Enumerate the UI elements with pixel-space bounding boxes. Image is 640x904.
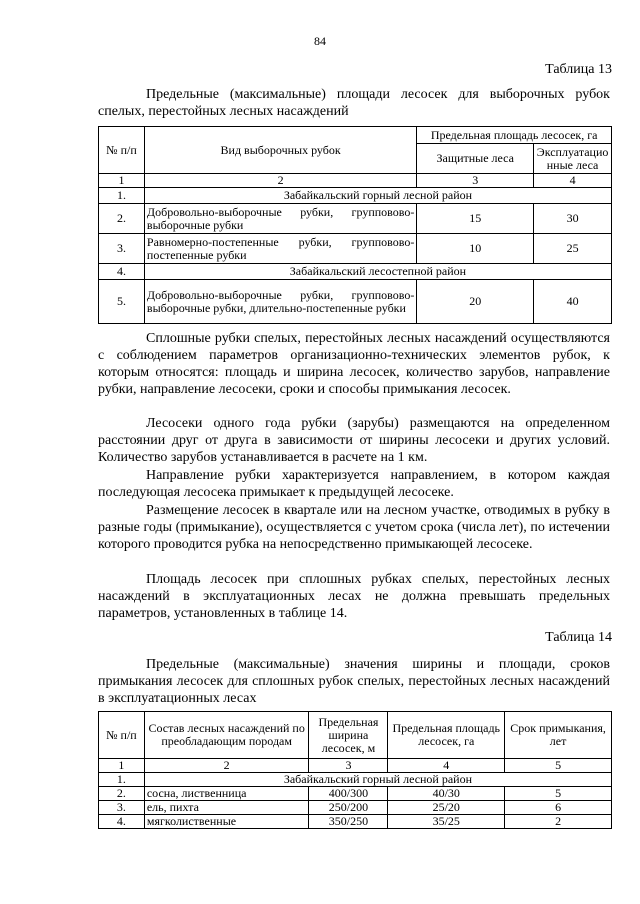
t13-row-num: 4.: [99, 264, 145, 280]
t13-row-type: Добровольно-выборочные рубки, групповово-выборочные рубки, длительно-постепенные рубки: [144, 280, 416, 324]
t13-row-protective: 10: [417, 234, 534, 264]
table14: [98, 711, 612, 829]
t13-header-num: № п/п: [99, 127, 145, 174]
t14-colnum: 1: [99, 759, 145, 773]
t13-row-protective: 20: [417, 280, 534, 324]
t13-header-group: Предельная площадь лесосек, га: [417, 127, 612, 144]
body-paragraph: Сплошные рубки спелых, перестойных лесных насаждений осуществляются с соблюдением параметров организационно-технических элементов рубок, к которым относятся: площадь и ширина лесосек, количество зарубов, направление рубки, направление лесосеки, сроки и способы примыкания лесосек.: [98, 331, 610, 397]
t13-colnum: 3: [417, 174, 534, 188]
table13: [98, 126, 612, 324]
t14-header-width: Предельная ширина лесосек, м: [309, 712, 388, 759]
table-row: [99, 188, 612, 204]
t13-row-exploitation: 30: [534, 204, 612, 234]
t13-colnum: 4: [534, 174, 612, 188]
t13-colnum: 1: [99, 174, 145, 188]
t14-row-term: 2: [505, 815, 612, 829]
t13-row-num: 3.: [99, 234, 145, 264]
table-row: [99, 204, 612, 234]
t14-header-area: Предельная площадь лесосек, га: [388, 712, 505, 759]
table-row: [99, 234, 612, 264]
t14-row-num: 2.: [99, 787, 145, 801]
t14-row-width: 400/300: [309, 787, 388, 801]
t13-row-exploitation: 40: [534, 280, 612, 324]
t14-row-term: 5: [505, 787, 612, 801]
body-paragraph: Размещение лесосек в квартале или на лесном участке, отводимых в рубку в разные годы (примыкание), осуществляется с учетом срока (числа лет), по истечении которого проводится рубка на непосредственно примыкающей лесосеке.: [98, 503, 610, 552]
table-row: [99, 815, 612, 829]
t14-row-composition: сосна, лиственница: [144, 787, 309, 801]
t14-row-area: 40/30: [388, 787, 505, 801]
t14-colnum: 5: [505, 759, 612, 773]
t14-row-term: 6: [505, 801, 612, 815]
t14-header-num: № п/п: [99, 712, 145, 759]
page-number: 84: [314, 34, 326, 48]
table-row: [99, 264, 612, 280]
t13-header-protective: Защитные леса: [417, 144, 534, 174]
t14-row-width: 250/200: [309, 801, 388, 815]
t13-section-title: Забайкальский лесостепной район: [144, 264, 611, 280]
t14-row-num: 4.: [99, 815, 145, 829]
t13-header-type: Вид выборочных рубок: [144, 127, 416, 174]
t14-row-width: 350/250: [309, 815, 388, 829]
t14-header-composition: Состав лесных насаждений по преобладающим породам: [144, 712, 309, 759]
t14-colnum: 2: [144, 759, 309, 773]
table13-caption: Предельные (максимальные) площади лесосек для выборочных рубок спелых, перестойных лесных насаждений: [98, 87, 610, 119]
t13-row-num: 1.: [99, 188, 145, 204]
t13-row-num: 2.: [99, 204, 145, 234]
t13-row-num: 5.: [99, 280, 145, 324]
table14-caption: Предельные (максимальные) значения ширины и площади, сроков примыкания лесосек для сплошных рубок спелых, перестойных лесных насаждений в эксплуатационных лесах: [98, 657, 610, 706]
t14-section-title: Забайкальский горный лесной район: [144, 773, 611, 787]
t14-row-area: 35/25: [388, 815, 505, 829]
t13-row-exploitation: 25: [534, 234, 612, 264]
t13-row-protective: 15: [417, 204, 534, 234]
body-paragraph: Направление рубки характеризуется направлением, в котором каждая последующая лесосека примыкает к предыдущей лесосеке.: [98, 468, 610, 500]
t13-row-type: Равномерно-постепенные рубки, групповово-постепенные рубки: [144, 234, 416, 264]
t14-colnum: 3: [309, 759, 388, 773]
t14-row-composition: мягколиственные: [144, 815, 309, 829]
body-paragraph: Площадь лесосек при сплошных рубках спелых, перестойных лесных насаждений в эксплуатационных лесах не должна превышать предельных параметров, установленных в таблице 14.: [98, 572, 610, 621]
table-row: [99, 787, 612, 801]
t14-row-composition: ель, пихта: [144, 801, 309, 815]
table-row: [99, 801, 612, 815]
t13-section-title: Забайкальский горный лесной район: [144, 188, 611, 204]
t14-header-term: Срок примыкания, лет: [505, 712, 612, 759]
body-paragraph: Лесосеки одного года рубки (зарубы) размещаются на определенном расстоянии друг от друга в зависимости от ширины лесосеки и других условий. Количество зарубов устанавливается в расчете на 1 км.: [98, 416, 610, 465]
table-row: [99, 280, 612, 324]
t13-colnum: 2: [144, 174, 416, 188]
t13-row-type: Добровольно-выборочные рубки, групповово-выборочные рубки: [144, 204, 416, 234]
t14-row-area: 25/20: [388, 801, 505, 815]
t14-row-num: 1.: [99, 773, 145, 787]
t13-header-exploitation: Эксплуатационные леса: [534, 144, 612, 174]
t14-row-num: 3.: [99, 801, 145, 815]
table14-label: Таблица 14: [545, 630, 612, 645]
table13-label: Таблица 13: [545, 62, 612, 77]
table-row: [99, 773, 612, 787]
t14-colnum: 4: [388, 759, 505, 773]
